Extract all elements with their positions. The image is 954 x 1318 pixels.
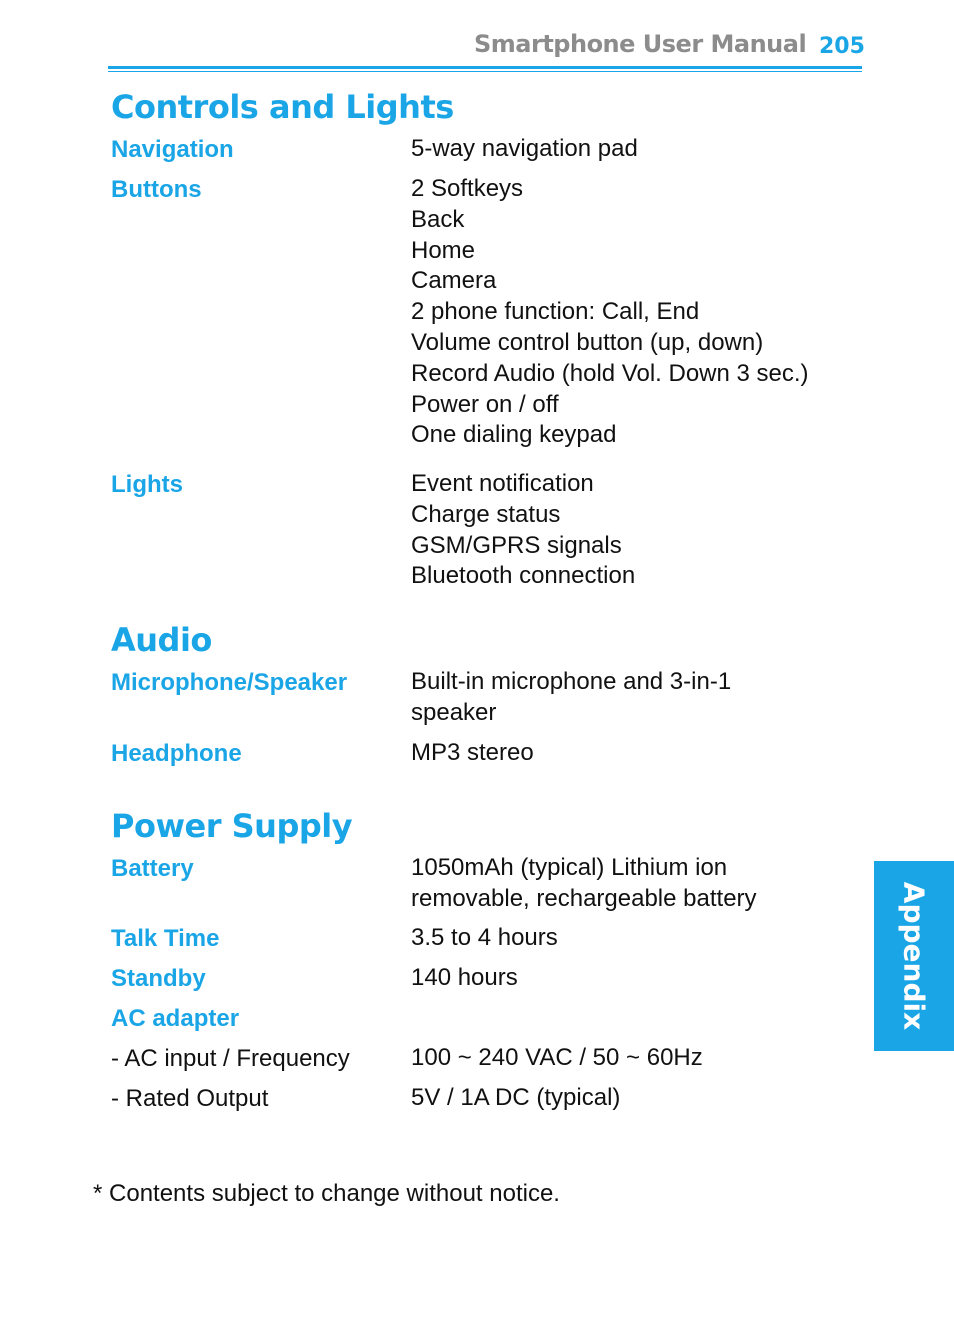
lights-item: GSM/GPRS signals [411, 531, 622, 559]
buttons-item: Power on / off [411, 390, 559, 418]
section-title-audio: Audio [111, 621, 212, 659]
buttons-item: Volume control button (up, down) [411, 328, 764, 356]
appendix-tab[interactable] [874, 861, 954, 1051]
buttons-item: 2 Softkeys [411, 175, 524, 202]
section-title-controls: Controls and Lights [111, 88, 454, 126]
buttons-item: Record Audio (hold Vol. Down 3 sec.) [411, 359, 809, 387]
buttons-item: Back [411, 205, 465, 233]
microphone-line: speaker [411, 698, 497, 726]
spec-label-lights: Lights [111, 471, 183, 498]
microphone-line: Built-in microphone and 3-in-1 [411, 668, 732, 695]
lights-item: Bluetooth connection [411, 562, 636, 590]
lights-item: Charge status [411, 500, 561, 528]
spec-label-navigation: Navigation [111, 136, 234, 163]
page-number: 205 [819, 34, 865, 59]
appendix-tab-label: Appendix [897, 881, 931, 1031]
spec-label-headphone: Headphone [111, 740, 242, 767]
battery-line: removable, rechargeable battery [411, 884, 757, 912]
header-rule [108, 66, 862, 69]
buttons-item: Home [411, 236, 476, 264]
spec-value-talk-time: 3.5 to 4 hours [411, 924, 558, 951]
spec-value-rated-output: 5V / 1A DC (typical) [411, 1084, 621, 1111]
spec-label-microphone: Microphone/Speaker [111, 669, 348, 696]
spec-label-buttons: Buttons [111, 176, 202, 203]
spec-value-navigation: 5-way navigation pad [411, 135, 638, 162]
spec-value-microphone [411, 667, 731, 729]
buttons-item: 2 phone function: Call, End [411, 298, 700, 326]
battery-line: 1050mAh (typical) Lithium ion [411, 854, 728, 881]
spec-label-battery: Battery [111, 855, 194, 882]
buttons-item: Camera [411, 267, 497, 295]
spec-value-ac-input: 100 ~ 240 VAC / 50 ~ 60Hz [411, 1044, 703, 1071]
spec-label-rated-output: - Rated Output [111, 1085, 269, 1112]
spec-value-lights [411, 469, 635, 592]
footnote: * Contents subject to change without notice. [93, 1180, 560, 1207]
spec-label-talk-time: Talk Time [111, 925, 220, 952]
spec-value-headphone: MP3 stereo [411, 739, 534, 766]
spec-value-buttons [411, 174, 809, 451]
spec-label-ac-adapter: AC adapter [111, 1005, 240, 1032]
spec-label-standby: Standby [111, 965, 206, 992]
spec-value-standby: 140 hours [411, 964, 518, 991]
spec-value-battery [411, 853, 757, 915]
lights-item: Event notification [411, 470, 594, 497]
spec-label-ac-input: - AC input / Frequency [111, 1045, 350, 1072]
manual-title: Smartphone User Manual [474, 30, 807, 58]
buttons-item: One dialing keypad [411, 421, 617, 449]
header-rule-thin [108, 71, 862, 72]
section-title-power: Power Supply [111, 807, 353, 845]
